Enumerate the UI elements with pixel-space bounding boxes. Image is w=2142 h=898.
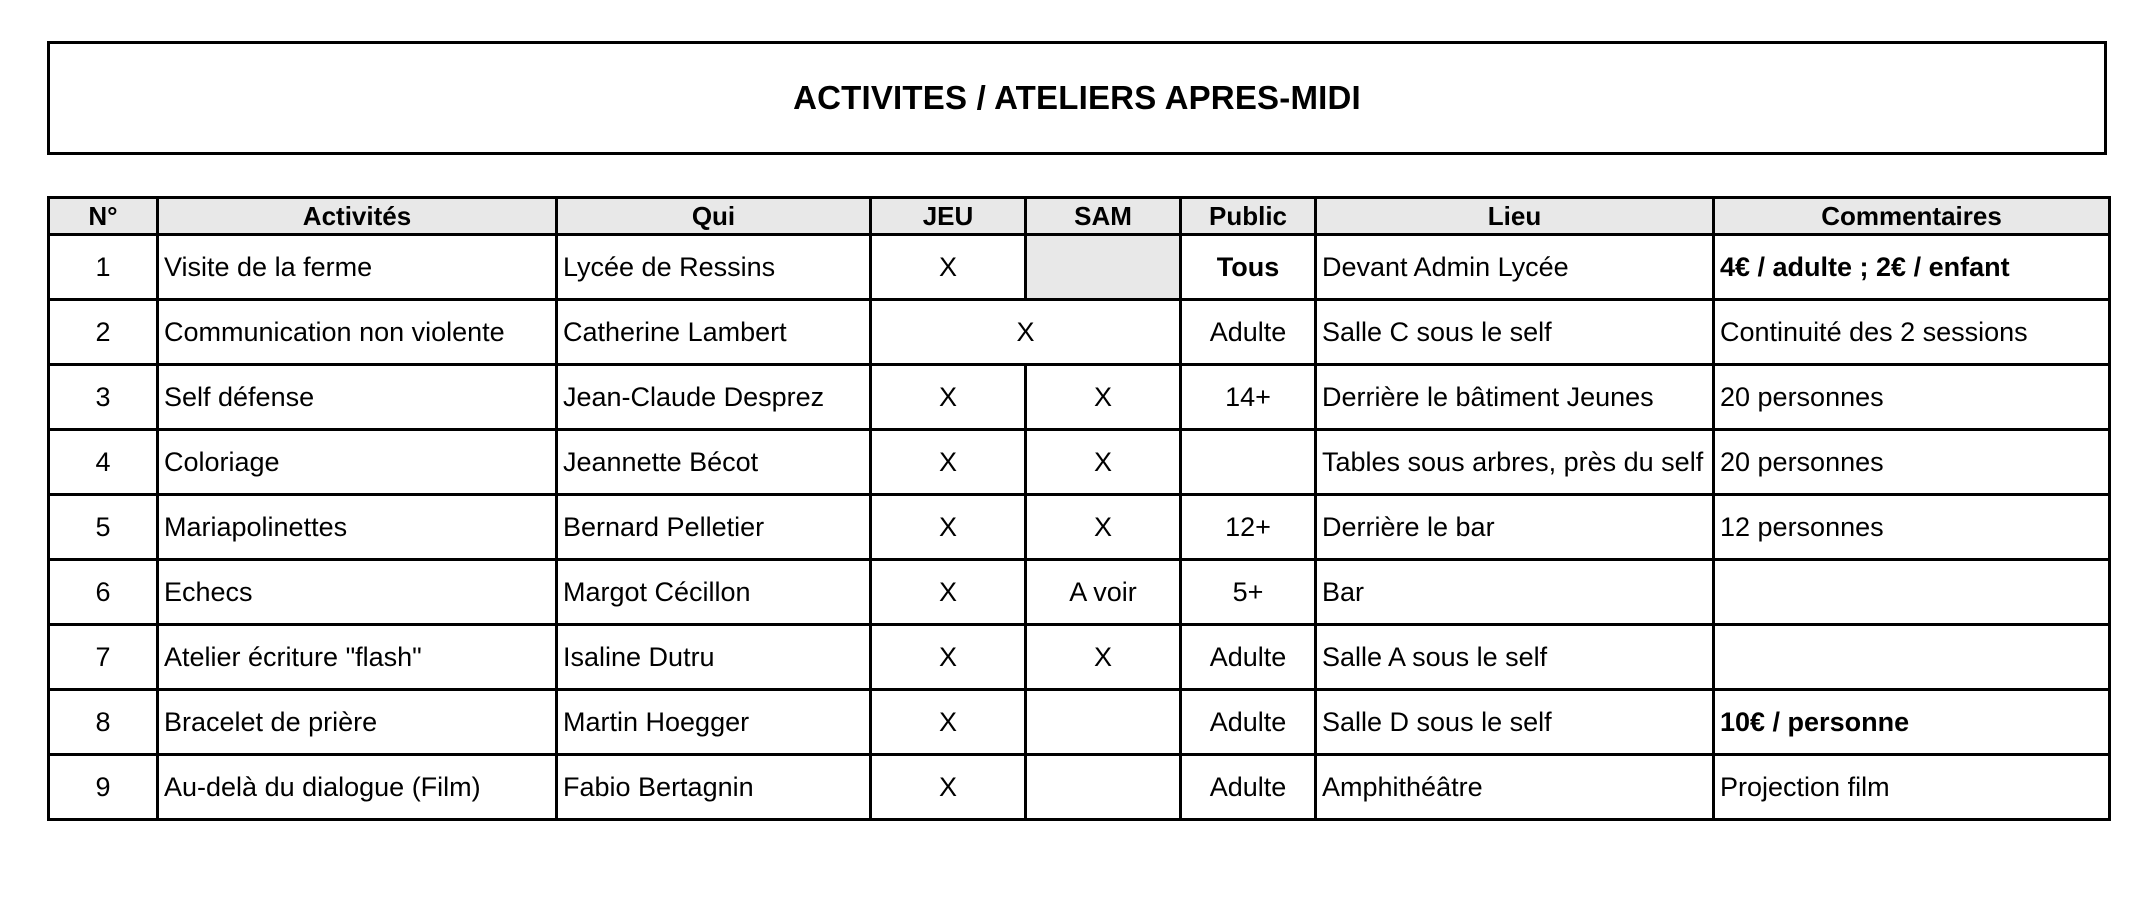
cell-lieu: Amphithéâtre <box>1316 755 1714 820</box>
table-row <box>49 495 2110 560</box>
cell-qui: Isaline Dutru <box>557 625 871 690</box>
cell-jeu: X <box>871 690 1026 755</box>
table-row <box>49 560 2110 625</box>
header-row <box>49 198 2110 235</box>
cell-lieu: Tables sous arbres, près du self <box>1316 430 1714 495</box>
cell-qui: Martin Hoegger <box>557 690 871 755</box>
cell-num: 8 <box>49 690 158 755</box>
cell-public: 14+ <box>1181 365 1316 430</box>
header-qui: Qui <box>557 198 871 235</box>
cell-num: 7 <box>49 625 158 690</box>
cell-lieu: Bar <box>1316 560 1714 625</box>
cell-jeu: X <box>871 560 1026 625</box>
cell-activite: Atelier écriture "flash" <box>158 625 557 690</box>
cell-activite: Coloriage <box>158 430 557 495</box>
cell-jeu: X <box>871 625 1026 690</box>
cell-lieu: Derrière le bar <box>1316 495 1714 560</box>
cell-num: 6 <box>49 560 158 625</box>
cell-public: 12+ <box>1181 495 1316 560</box>
header-lieu: Lieu <box>1316 198 1714 235</box>
cell-public: Adulte <box>1181 690 1316 755</box>
cell-activite: Communication non violente <box>158 300 557 365</box>
cell-public: 5+ <box>1181 560 1316 625</box>
table-row <box>49 430 2110 495</box>
cell-commentaire: 4€ / adulte ; 2€ / enfant <box>1714 235 2110 300</box>
cell-lieu: Salle C sous le self <box>1316 300 1714 365</box>
header-commentaires: Commentaires <box>1714 198 2110 235</box>
cell-public <box>1181 430 1316 495</box>
cell-jeu: X <box>871 430 1026 495</box>
cell-jeu: X <box>871 365 1026 430</box>
cell-sam: X <box>1026 495 1181 560</box>
cell-activite: Mariapolinettes <box>158 495 557 560</box>
cell-commentaire: Continuité des 2 sessions <box>1714 300 2110 365</box>
table-row <box>49 365 2110 430</box>
cell-sam: A voir <box>1026 560 1181 625</box>
cell-num: 1 <box>49 235 158 300</box>
cell-public: Adulte <box>1181 755 1316 820</box>
cell-sam: X <box>1026 365 1181 430</box>
activities-table <box>47 196 2111 821</box>
cell-qui: Jeannette Bécot <box>557 430 871 495</box>
cell-commentaire: Projection film <box>1714 755 2110 820</box>
cell-qui: Bernard Pelletier <box>557 495 871 560</box>
table-row <box>49 300 2110 365</box>
cell-public: Tous <box>1181 235 1316 300</box>
table-row <box>49 755 2110 820</box>
cell-activite: Au-delà du dialogue (Film) <box>158 755 557 820</box>
cell-num: 3 <box>49 365 158 430</box>
cell-lieu: Salle D sous le self <box>1316 690 1714 755</box>
cell-num: 4 <box>49 430 158 495</box>
cell-lieu: Derrière le bâtiment Jeunes <box>1316 365 1714 430</box>
cell-jeu: X <box>871 495 1026 560</box>
cell-num: 9 <box>49 755 158 820</box>
cell-commentaire: 20 personnes <box>1714 365 2110 430</box>
cell-activite: Visite de la ferme <box>158 235 557 300</box>
cell-public: Adulte <box>1181 625 1316 690</box>
cell-qui: Lycée de Ressins <box>557 235 871 300</box>
cell-jeu-sam: X <box>871 300 1181 365</box>
cell-num: 5 <box>49 495 158 560</box>
table-row <box>49 690 2110 755</box>
cell-public: Adulte <box>1181 300 1316 365</box>
table-row <box>49 625 2110 690</box>
cell-activite: Bracelet de prière <box>158 690 557 755</box>
cell-qui: Jean-Claude Desprez <box>557 365 871 430</box>
header-jeu: JEU <box>871 198 1026 235</box>
header-activite: Activités <box>158 198 557 235</box>
cell-activite: Self défense <box>158 365 557 430</box>
cell-qui: Margot Cécillon <box>557 560 871 625</box>
header-public: Public <box>1181 198 1316 235</box>
cell-commentaire <box>1714 560 2110 625</box>
cell-sam <box>1026 755 1181 820</box>
cell-commentaire: 10€ / personne <box>1714 690 2110 755</box>
cell-lieu: Devant Admin Lycée <box>1316 235 1714 300</box>
cell-qui: Fabio Bertagnin <box>557 755 871 820</box>
header-sam: SAM <box>1026 198 1181 235</box>
table-row <box>49 235 2110 300</box>
cell-lieu: Salle A sous le self <box>1316 625 1714 690</box>
title-box <box>47 41 2107 155</box>
cell-sam: X <box>1026 430 1181 495</box>
header-num: N° <box>49 198 158 235</box>
cell-commentaire <box>1714 625 2110 690</box>
cell-activite: Echecs <box>158 560 557 625</box>
cell-num: 2 <box>49 300 158 365</box>
cell-sam: X <box>1026 625 1181 690</box>
cell-commentaire: 20 personnes <box>1714 430 2110 495</box>
cell-sam <box>1026 235 1181 300</box>
cell-sam <box>1026 690 1181 755</box>
cell-qui: Catherine Lambert <box>557 300 871 365</box>
cell-commentaire: 12 personnes <box>1714 495 2110 560</box>
page-title: ACTIVITES / ATELIERS APRES-MIDI <box>793 79 1361 116</box>
cell-jeu: X <box>871 755 1026 820</box>
cell-jeu: X <box>871 235 1026 300</box>
